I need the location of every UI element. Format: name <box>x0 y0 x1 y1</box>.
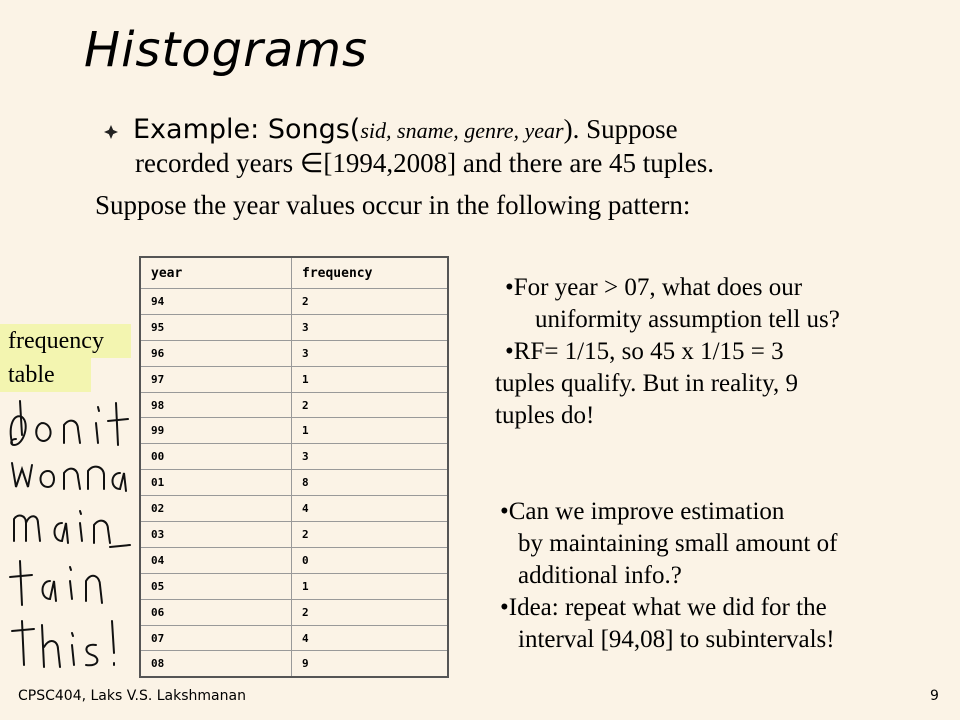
year-cell: 97 <box>140 366 292 392</box>
table-row <box>140 547 448 573</box>
frequency-cell: 2 <box>292 599 449 625</box>
frequency-cell: 4 <box>292 496 449 522</box>
frequency-cell: 2 <box>292 522 449 548</box>
table-row <box>140 444 448 470</box>
year-cell: 04 <box>140 547 292 573</box>
frequency-cell: 0 <box>292 547 449 573</box>
note2-line: •Can we improve estimation <box>500 498 785 525</box>
frequency-cell: 1 <box>292 366 449 392</box>
note2-line: interval [94,08] to subintervals! <box>518 626 835 653</box>
improvement-note <box>500 496 837 656</box>
year-cell: 96 <box>140 340 292 366</box>
table-row <box>140 470 448 496</box>
year-cell: 03 <box>140 522 292 548</box>
freq-label-line1: frequency <box>0 324 131 358</box>
frequency-cell: 1 <box>292 418 449 444</box>
frequency-cell: 9 <box>292 651 449 677</box>
year-cell: 02 <box>140 496 292 522</box>
diamond-bullet-icon <box>103 124 119 140</box>
frequency-cell: 3 <box>292 314 449 340</box>
col-header-frequency: frequency <box>292 257 449 289</box>
year-cell: 05 <box>140 573 292 599</box>
frequency-cell: 3 <box>292 340 449 366</box>
example-attrs: sid, sname, genre, year <box>360 118 564 143</box>
frequency-table <box>139 256 449 678</box>
note1-line: uniformity assumption tell us? <box>535 306 840 333</box>
year-cell: 06 <box>140 599 292 625</box>
table-row <box>140 496 448 522</box>
year-cell: 07 <box>140 625 292 651</box>
table-row <box>140 289 448 315</box>
uniformity-note <box>495 272 840 432</box>
frequency-cell: 2 <box>292 289 449 315</box>
frequency-cell: 1 <box>292 573 449 599</box>
note1-line: tuples do! <box>495 402 595 429</box>
years-line: recorded years ∈[1994,2008] and there are 45 tuples. <box>135 148 715 178</box>
example-tail: ). Suppose <box>563 114 678 144</box>
table-row <box>140 651 448 677</box>
slide-title: Histograms <box>84 22 369 78</box>
frequency-table-label <box>0 324 131 392</box>
table-row <box>140 314 448 340</box>
frequency-cell: 4 <box>292 625 449 651</box>
table-row <box>140 418 448 444</box>
table-row <box>140 599 448 625</box>
year-cell: 99 <box>140 418 292 444</box>
note2-line: additional info.? <box>518 562 682 589</box>
year-cell: 08 <box>140 651 292 677</box>
table-row <box>140 392 448 418</box>
year-cell: 94 <box>140 289 292 315</box>
table-header-row <box>140 257 448 289</box>
frequency-cell: 8 <box>292 470 449 496</box>
freq-label-line2: table <box>0 358 91 392</box>
note1-line: tuples qualify. But in reality, 9 <box>495 370 798 397</box>
slide-number: 9 <box>930 688 939 704</box>
note2-line: •Idea: repeat what we did for the <box>500 594 827 621</box>
example-lead: Example: Songs( <box>133 114 361 145</box>
table-row <box>140 522 448 548</box>
year-cell: 98 <box>140 392 292 418</box>
note1-line: •For year > 07, what does our <box>505 274 803 301</box>
frequency-cell: 2 <box>292 392 449 418</box>
table-row <box>140 573 448 599</box>
frequency-cell: 3 <box>292 444 449 470</box>
table-row <box>140 625 448 651</box>
table-row <box>140 340 448 366</box>
handwritten-scribble <box>0 395 140 675</box>
year-cell: 01 <box>140 470 292 496</box>
footer-course: CPSC404, Laks V.S. Lakshmanan <box>18 688 246 704</box>
pattern-line: Suppose the year values occur in the following pattern: <box>95 190 691 220</box>
col-header-year: year <box>140 257 292 289</box>
example-text <box>133 112 678 148</box>
table-row <box>140 366 448 392</box>
year-cell: 95 <box>140 314 292 340</box>
year-cell: 00 <box>140 444 292 470</box>
note1-line: •RF= 1/15, so 45 x 1/15 = 3 <box>505 338 784 365</box>
note2-line: by maintaining small amount of <box>518 530 838 557</box>
